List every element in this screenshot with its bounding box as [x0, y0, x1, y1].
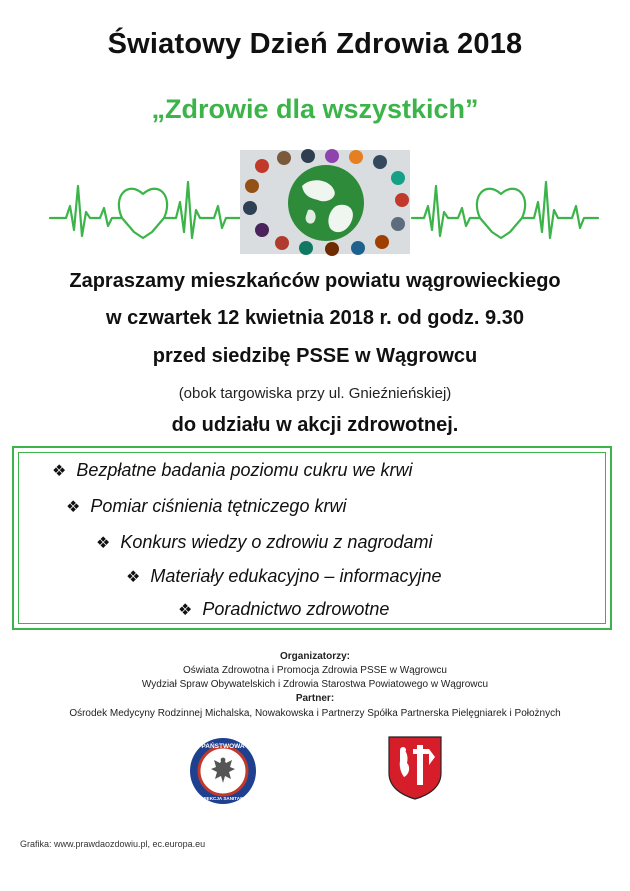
- activity-item: [178, 599, 389, 620]
- location-note: (obok targowiska przy ul. Gnieźnieńskiej): [178, 385, 452, 402]
- globe-people-image: [240, 149, 410, 256]
- page-title: Światowy Dzień Zdrowia 2018: [107, 28, 523, 60]
- invitation-line-2: w czwartek 12 kwietnia 2018 r. od godz. 9.30: [106, 307, 524, 329]
- activity-label: Bezpłatne badania poziomu cukru we krwi: [76, 460, 413, 480]
- activity-item: [66, 496, 346, 517]
- partner-heading: Partner:: [295, 693, 335, 704]
- bullet-diamond-icon: ❖: [96, 535, 111, 552]
- activity-item: [96, 532, 433, 553]
- logo-bottom-text: INSPEKCJA SANITARNA: [195, 796, 251, 801]
- invitation-line-3: przed siedzibę PSSE w Wągrowcu: [152, 345, 478, 367]
- bullet-diamond-icon: ❖: [52, 463, 67, 480]
- bullet-diamond-icon: ❖: [66, 499, 81, 516]
- activity-label: Materiały edukacyjno – informacyjne: [150, 566, 442, 586]
- organizers-heading: Organizatorzy:: [279, 651, 350, 662]
- activity-label: Pomiar ciśnienia tętniczego krwi: [90, 496, 347, 516]
- activity-label: Konkurs wiedzy o zdrowiu z nagrodami: [120, 532, 433, 552]
- organizer-2: Wydział Spraw Obywatelskich i Zdrowia Starostwa Powiatowego w Wągrowcu: [141, 679, 489, 690]
- logo-top-text: PAŃSTWOWA: [201, 743, 245, 750]
- activity-item: [126, 566, 441, 587]
- coat-of-arms-logo: [385, 733, 445, 801]
- partner-name: Ośrodek Medycyny Rodzinnej Michalska, Nowakowska i Partnerzy Spółka Partnerska Pielęgniarek i Położnych: [69, 708, 561, 719]
- coat-of-arms-icon: [389, 737, 441, 799]
- activities-box: [12, 446, 612, 630]
- bullet-diamond-icon: ❖: [126, 569, 141, 586]
- page-subtitle: „Zdrowie dla wszystkich”: [151, 94, 479, 124]
- sanitary-inspection-logo: [188, 736, 258, 806]
- hero-graphic: [0, 146, 630, 256]
- invitation-line-1: Zapraszamy mieszkańców powiatu wągrowieckiego: [69, 270, 561, 292]
- invitation-line-4: do udziału w akcji zdrowotnej.: [171, 414, 459, 436]
- image-credit: Grafika: www.prawdaozdowiu.pl, ec.europa.eu: [20, 839, 206, 849]
- bullet-diamond-icon: ❖: [178, 602, 193, 619]
- activity-item: [52, 460, 413, 481]
- activity-label: Poradnictwo zdrowotne: [202, 599, 390, 619]
- organizer-1: Oświata Zdrowotna i Promocja Zdrowia PSSE w Wągrowcu: [183, 665, 447, 676]
